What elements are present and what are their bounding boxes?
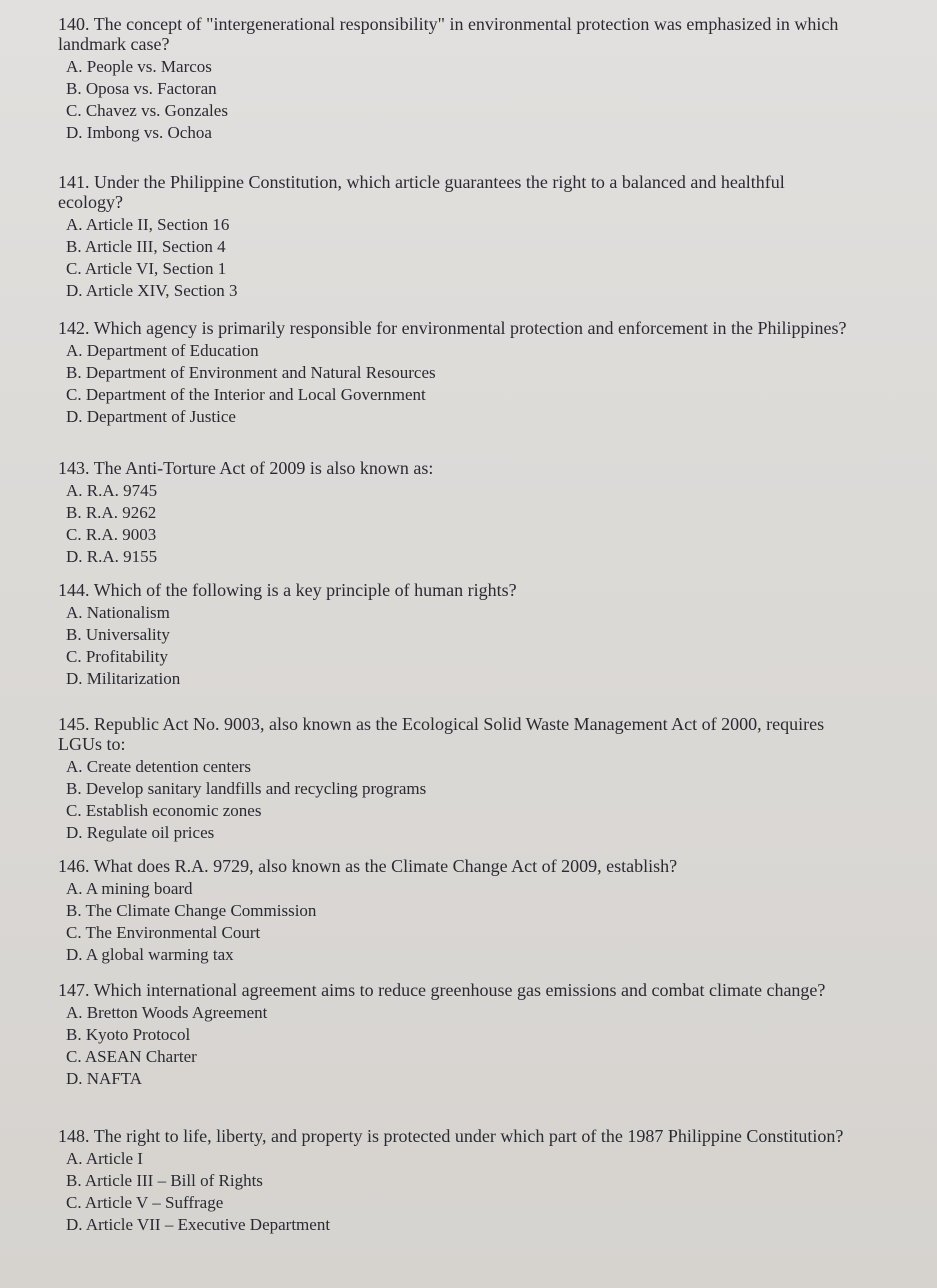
question-number: 147. bbox=[58, 980, 90, 1000]
options-list bbox=[58, 214, 848, 302]
option-a: A. A mining board bbox=[66, 879, 193, 898]
option-d: D. Militarization bbox=[66, 669, 181, 688]
options-list bbox=[58, 56, 848, 144]
option-d: D. Article XIV, Section 3 bbox=[66, 281, 238, 300]
option-b: B. The Climate Change Commission bbox=[66, 901, 317, 920]
question-stem bbox=[58, 980, 848, 1000]
question-number: 148. bbox=[58, 1126, 90, 1146]
option-d: D. Article VII – Executive Department bbox=[66, 1215, 331, 1234]
options-list bbox=[58, 1002, 848, 1090]
question-stem bbox=[58, 14, 848, 54]
question-stem bbox=[58, 1126, 848, 1146]
question-147 bbox=[58, 980, 848, 1090]
question-number: 146. bbox=[58, 856, 90, 876]
option-c: C. The Environmental Court bbox=[66, 923, 261, 942]
option-a: A. Bretton Woods Agreement bbox=[66, 1003, 268, 1022]
question-141 bbox=[58, 172, 848, 302]
option-a: A. Department of Education bbox=[66, 341, 259, 360]
options-list bbox=[58, 480, 848, 568]
question-stem bbox=[58, 856, 848, 876]
option-a: A. People vs. Marcos bbox=[66, 57, 212, 76]
option-c: C. ASEAN Charter bbox=[66, 1047, 197, 1066]
option-a: A. Nationalism bbox=[66, 603, 170, 622]
question-145 bbox=[58, 714, 848, 844]
question-143 bbox=[58, 458, 848, 568]
question-text: Which agency is primarily responsible for environmental protection and enforcement in the Philippines? bbox=[93, 318, 847, 338]
option-d: D. Regulate oil prices bbox=[66, 823, 215, 842]
option-b: B. Article III, Section 4 bbox=[66, 237, 226, 256]
option-d: D. NAFTA bbox=[66, 1069, 143, 1088]
question-number: 142. bbox=[58, 318, 90, 338]
question-number: 145. bbox=[58, 714, 90, 734]
option-b: B. R.A. 9262 bbox=[66, 503, 157, 522]
question-stem bbox=[58, 714, 848, 754]
question-stem bbox=[58, 172, 848, 212]
option-b: B. Article III – Bill of Rights bbox=[66, 1171, 263, 1190]
option-b: B. Universality bbox=[66, 625, 170, 644]
option-a: A. Article II, Section 16 bbox=[66, 215, 230, 234]
options-list bbox=[58, 756, 848, 844]
option-d: D. A global warming tax bbox=[66, 945, 234, 964]
options-list bbox=[58, 878, 848, 966]
option-c: C. Profitability bbox=[66, 647, 168, 666]
question-text: Under the Philippine Constitution, which article guarantees the right to a balanced and healthful ecology? bbox=[58, 172, 785, 212]
question-text: The concept of "intergenerational responsibility" in environmental protection was emphasized in which landmark case? bbox=[58, 14, 839, 54]
question-stem bbox=[58, 318, 848, 338]
option-b: B. Department of Environment and Natural Resources bbox=[66, 363, 436, 382]
question-text: Republic Act No. 9003, also known as the Ecological Solid Waste Management Act of 2000, requires LGUs to: bbox=[58, 714, 825, 754]
option-b: B. Develop sanitary landfills and recycling programs bbox=[66, 779, 427, 798]
question-number: 143. bbox=[58, 458, 90, 478]
question-stem bbox=[58, 458, 848, 478]
option-b: B. Kyoto Protocol bbox=[66, 1025, 191, 1044]
option-b: B. Oposa vs. Factoran bbox=[66, 79, 217, 98]
option-c: C. Article VI, Section 1 bbox=[66, 259, 227, 278]
option-a: A. Create detention centers bbox=[66, 757, 252, 776]
option-c: C. Article V – Suffrage bbox=[66, 1193, 224, 1212]
option-d: D. Imbong vs. Ochoa bbox=[66, 123, 212, 142]
question-140 bbox=[58, 14, 848, 144]
options-list bbox=[58, 602, 848, 690]
options-list bbox=[58, 1148, 848, 1236]
option-c: C. Chavez vs. Gonzales bbox=[66, 101, 228, 120]
option-d: D. R.A. 9155 bbox=[66, 547, 158, 566]
question-text: Which of the following is a key principle of human rights? bbox=[93, 580, 517, 600]
question-number: 144. bbox=[58, 580, 90, 600]
option-c: C. R.A. 9003 bbox=[66, 525, 157, 544]
option-a: A. R.A. 9745 bbox=[66, 481, 158, 500]
question-148 bbox=[58, 1126, 848, 1236]
question-144 bbox=[58, 580, 848, 690]
question-146 bbox=[58, 856, 848, 966]
option-d: D. Department of Justice bbox=[66, 407, 236, 426]
option-c: C. Department of the Interior and Local Government bbox=[66, 385, 426, 404]
question-stem bbox=[58, 580, 848, 600]
question-text: What does R.A. 9729, also known as the Climate Change Act of 2009, establish? bbox=[93, 856, 678, 876]
question-text: The Anti-Torture Act of 2009 is also known as: bbox=[93, 458, 434, 478]
options-list bbox=[58, 340, 848, 428]
option-a: A. Article I bbox=[66, 1149, 143, 1168]
question-number: 141. bbox=[58, 172, 90, 192]
question-number: 140. bbox=[58, 14, 90, 34]
option-c: C. Establish economic zones bbox=[66, 801, 262, 820]
question-text: The right to life, liberty, and property is protected under which part of the 1987 Philippine Constitution? bbox=[93, 1126, 844, 1146]
question-text: Which international agreement aims to reduce greenhouse gas emissions and combat climate change? bbox=[93, 980, 826, 1000]
question-142 bbox=[58, 318, 848, 428]
